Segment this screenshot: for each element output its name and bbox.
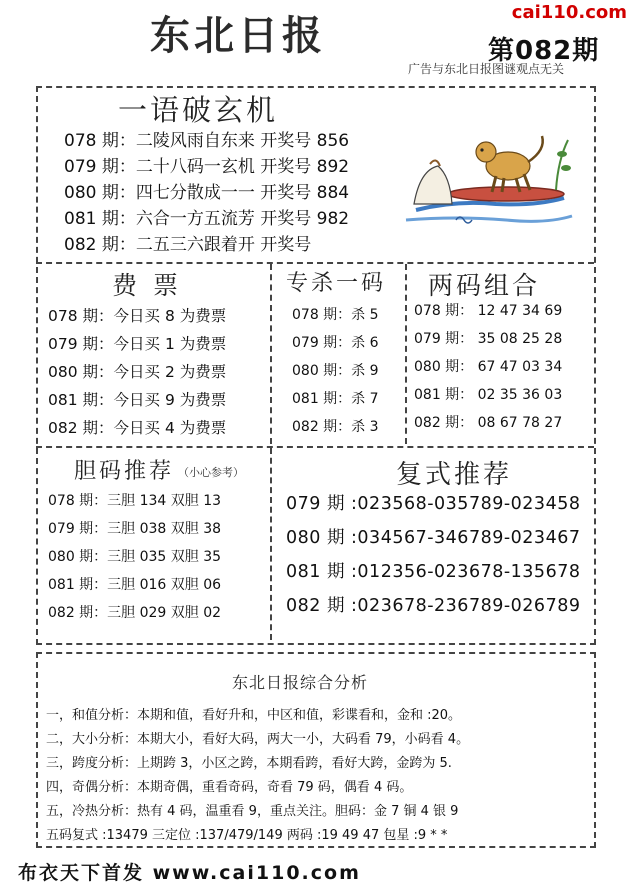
disclaimer: 广告与东北日报图谜观点无关	[408, 62, 565, 76]
divider-mid	[36, 446, 594, 448]
footer-text: 布衣天下首发 www.cai110.com	[18, 862, 361, 884]
feipiao-row: 082 期：今日买 4 为费票	[48, 419, 227, 437]
zhuansha-row: 079 期：杀 6	[292, 335, 379, 351]
feipiao-row: 078 期：今日买 8 为费票	[48, 307, 227, 325]
analysis-row: 四，奇偶分析：本期奇偶，重看奇码，奇看 79 码，偶看 4 码。	[46, 780, 413, 795]
feipiao-row: 079 期：今日买 1 为费票	[48, 335, 227, 353]
site-tag: cai110.com	[511, 2, 627, 23]
zhuansha-row: 081 期：杀 7	[292, 391, 379, 407]
analysis-title: 东北日报综合分析	[232, 673, 369, 692]
liangma-row: 079 期： 35 08 25 28	[414, 331, 563, 347]
divider-col-1	[270, 264, 272, 444]
danma-row: 081 期：三胆 016 双胆 06	[48, 577, 222, 593]
divider-col-3	[270, 448, 272, 640]
danma-row: 080 期：三胆 035 双胆 35	[48, 549, 222, 565]
zhuansha-row: 078 期：杀 5	[292, 307, 379, 323]
analysis-row: 二，大小分析：本期大小，看好大码，两大一小，大码看 79，小码看 4。	[46, 732, 470, 747]
liangma-row: 080 期： 67 47 03 34	[414, 359, 563, 375]
analysis-row: 三，跨度分析：上期跨 3，小区之跨，本期看跨，看好大跨，金跨为 5.	[46, 756, 452, 771]
fushi-row: 081 期 :012356-023678-135678	[286, 562, 581, 582]
analysis-row: 五码复式 :13479 三定位 :137/479/149 两码 :19 49 47 包星 :9 * *	[46, 828, 448, 843]
danma-row: 082 期：三胆 029 双胆 02	[48, 605, 222, 621]
yiyu-row: 082 期：二五三六跟着开 开奖号	[64, 235, 312, 255]
zhuansha-row: 080 期：杀 9	[292, 363, 379, 379]
zhuansha-row: 082 期：杀 3	[292, 419, 379, 435]
yiyu-row: 080 期：四七分散成一一 开奖号 884	[64, 183, 350, 203]
analysis-row: 一，和值分析：本期和值，看好升和，中区和值，彩谍看和，金和 :20。	[46, 708, 462, 723]
masthead-title: 东北日报	[150, 12, 326, 59]
danma-note: （小心参考）	[178, 466, 244, 479]
divider-col-2	[405, 264, 407, 444]
fushi-title: 复式推荐	[396, 460, 513, 490]
fushi-row: 080 期 :034567-346789-023467	[286, 528, 581, 548]
yiyu-title: 一语破玄机	[118, 93, 279, 127]
fushi-row: 082 期 :023678-236789-026789	[286, 596, 581, 616]
issue-number: 第082期	[488, 36, 600, 66]
feipiao-row: 080 期：今日买 2 为费票	[48, 363, 227, 381]
liangma-row: 078 期： 12 47 34 69	[414, 303, 563, 319]
feipiao-row: 081 期：今日买 9 为费票	[48, 391, 227, 409]
monkey-surfing-icon	[396, 120, 576, 232]
divider-top	[36, 262, 594, 264]
danma-title: 胆码推荐	[74, 459, 175, 484]
liangma-row: 081 期： 02 35 36 03	[414, 387, 563, 403]
feipiao-title: 费票	[112, 271, 195, 300]
yiyu-row: 081 期：六合一方五流芳 开奖号 982	[64, 209, 350, 229]
yiyu-row: 079 期：二十八码一玄机 开奖号 892	[64, 157, 350, 177]
fushi-row: 079 期 :023568-035789-023458	[286, 494, 581, 514]
liangma-row: 082 期： 08 67 78 27	[414, 415, 563, 431]
liangma-title: 两码组合	[428, 271, 541, 300]
zhuansha-title: 专杀一码	[286, 271, 387, 296]
danma-row: 078 期：三胆 134 双胆 13	[48, 493, 222, 509]
yiyu-row: 078 期：二陵风雨自东来 开奖号 856	[64, 131, 350, 151]
analysis-row: 五，冷热分析：热有 4 码，温重看 9，重点关注。胆码：金 7 铜 4 银 9	[46, 804, 459, 819]
danma-row: 079 期：三胆 038 双胆 38	[48, 521, 222, 537]
